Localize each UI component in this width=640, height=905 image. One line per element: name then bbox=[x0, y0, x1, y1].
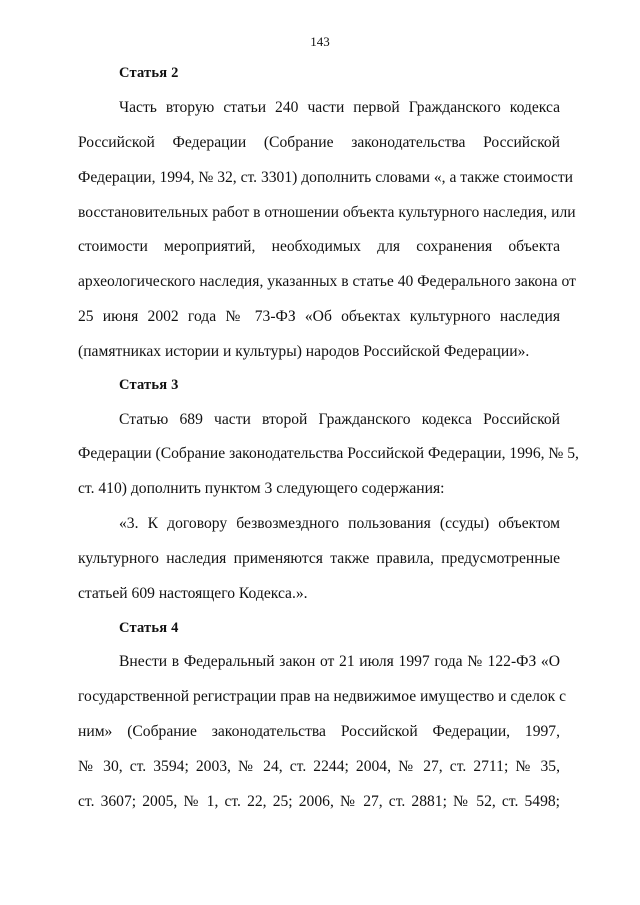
article-3-line-3: ст. 410) дополнить пунктом 3 следующего содержания: bbox=[78, 480, 445, 497]
article-3-line-1: Статью 689 части второй Гражданского кодекса Российской bbox=[119, 411, 560, 428]
article-4-line-2: государственной регистрации прав на недвижимое имущество и сделок с bbox=[78, 688, 567, 705]
article-2-heading: Статья 2 bbox=[119, 65, 179, 81]
article-4-line-3: ним» (Собрание законодательства Российской Федерации, 1997, bbox=[78, 723, 560, 740]
article-3-line-4: «3. К договору безвозмездного пользования (ссуды) объектом bbox=[119, 515, 560, 532]
article-3-line-2: Федерации (Собрание законодательства Российской Федерации, 1996, № 5, bbox=[78, 445, 579, 462]
article-2-line-1: Часть вторую статьи 240 части первой Гражданского кодекса bbox=[119, 99, 560, 116]
article-2-line-5: стоимости мероприятий, необходимых для сохранения объекта bbox=[78, 238, 560, 255]
article-4-line-4: № 30, ст. 3594; 2003, № 24, ст. 2244; 2004, № 27, ст. 2711; № 35, bbox=[78, 758, 560, 775]
article-3-line-5: культурного наследия применяются также правила, предусмотренные bbox=[78, 550, 560, 567]
article-4-line-5: ст. 3607; 2005, № 1, ст. 22, 25; 2006, № 27, ст. 2881; № 52, ст. 5498; bbox=[78, 793, 560, 810]
article-2-line-7: 25 июня 2002 года № 73-ФЗ «Об объектах культурного наследия bbox=[78, 308, 560, 325]
article-3-line-6: статьей 609 настоящего Кодекса.». bbox=[78, 585, 308, 602]
article-2-line-3: Федерации, 1994, № 32, ст. 3301) дополнить словами «, а также стоимости bbox=[78, 169, 573, 186]
article-3-heading: Статья 3 bbox=[119, 377, 179, 393]
article-4-heading: Статья 4 bbox=[119, 620, 179, 636]
article-2-line-2: Российской Федерации (Собрание законодательства Российской bbox=[78, 134, 560, 151]
article-2-line-6: археологического наследия, указанных в статье 40 Федерального закона от bbox=[78, 273, 576, 290]
page-number: 143 bbox=[310, 34, 330, 49]
article-2-line-8: (памятниках истории и культуры) народов Российской Федерации». bbox=[78, 343, 530, 360]
article-4-line-1: Внести в Федеральный закон от 21 июля 1997 года № 122-ФЗ «О bbox=[119, 653, 560, 670]
article-2-line-4: восстановительных работ в отношении объекта культурного наследия, или bbox=[78, 204, 576, 221]
